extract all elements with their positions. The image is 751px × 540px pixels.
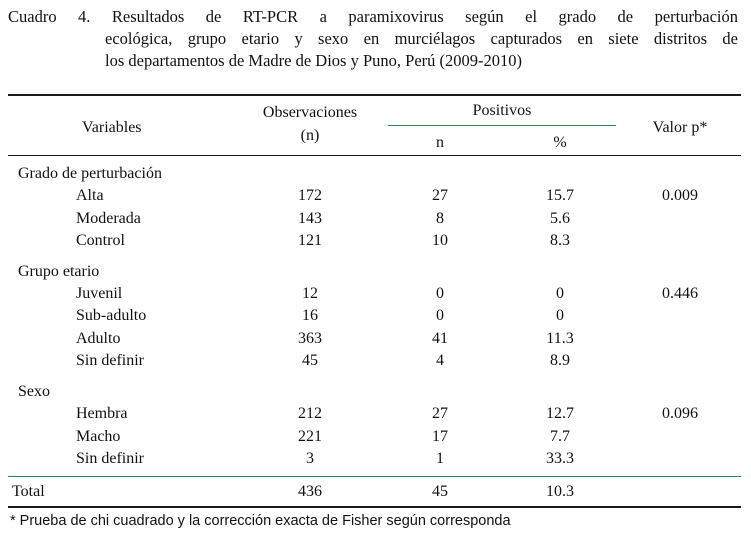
row-pct: 11.3 (546, 330, 574, 347)
caption-line-1: Cuadro 4. Resultados de RT-PCR a paramixovirus según el grado de perturbación (8, 7, 738, 26)
row-obs: 16 (302, 307, 318, 324)
row-obs: 221 (298, 428, 322, 445)
row-label: Hembra (76, 405, 128, 422)
caption-line-2: ecológica, grupo etario y sexo en murciélagos capturados en siete distritos de (105, 29, 738, 48)
row-obs: 212 (298, 405, 322, 422)
total-top-rule (8, 476, 741, 477)
row-pct: 33.3 (546, 450, 574, 467)
row-n: 0 (436, 285, 444, 302)
header-observaciones: Observaciones (262, 104, 358, 121)
row-n: 1 (436, 450, 444, 467)
row-label: Adulto (76, 330, 121, 347)
row-obs: 143 (298, 210, 322, 227)
header-valor-p: Valor p* (652, 119, 708, 136)
row-pct: 0 (556, 307, 564, 324)
positivos-rule (388, 125, 616, 126)
total-label: Total (12, 483, 45, 500)
header-variables: Variables (82, 119, 142, 136)
row-pct: 0 (556, 285, 564, 302)
row-label: Moderada (76, 210, 141, 227)
row-pct: 8.9 (550, 352, 570, 369)
row-obs: 12 (302, 285, 318, 302)
row-pct: 5.6 (550, 210, 570, 227)
row-pct: 12.7 (546, 405, 574, 422)
row-n: 0 (436, 307, 444, 324)
total-obs: 436 (298, 483, 322, 500)
row-n: 10 (432, 232, 448, 249)
row-pct: 7.7 (550, 428, 570, 445)
row-obs: 172 (298, 187, 322, 204)
header-n: n (436, 134, 444, 151)
row-pct: 15.7 (546, 187, 574, 204)
row-obs: 363 (298, 330, 322, 347)
row-obs: 121 (298, 232, 322, 249)
row-n: 27 (432, 405, 448, 422)
row-n: 41 (432, 330, 448, 347)
total-pct: 10.3 (546, 483, 574, 500)
table-top-rule (8, 94, 741, 96)
row-label: Sub-adulto (76, 307, 147, 324)
group-p-value: 0.009 (662, 187, 698, 204)
group-p-value: 0.446 (662, 285, 698, 302)
header-observaciones-n: (n) (300, 127, 320, 144)
group-title: Sexo (18, 383, 50, 400)
row-obs: 3 (306, 450, 314, 467)
row-label: Control (76, 232, 125, 249)
group-title: Grado de perturbación (18, 165, 162, 182)
caption-line-3: los departamentos de Madre de Dios y Puno, Perú (2009-2010) (105, 51, 523, 70)
row-n: 27 (432, 187, 448, 204)
row-label: Sin definir (76, 450, 144, 467)
header-pct: % (553, 134, 567, 151)
footnote: * Prueba de chi cuadrado y la corrección exacta de Fisher según corresponda (10, 513, 511, 529)
table-bottom-rule (8, 506, 741, 508)
header-positivos: Positivos (472, 102, 532, 119)
row-label: Sin definir (76, 352, 144, 369)
group-p-value: 0.096 (662, 405, 698, 422)
group-title: Grupo etario (18, 263, 100, 280)
table-caption (8, 6, 738, 72)
header-bottom-rule (8, 155, 741, 156)
row-label: Alta (76, 187, 104, 204)
total-n: 45 (432, 483, 448, 500)
row-label: Macho (76, 428, 121, 445)
row-n: 17 (432, 428, 448, 445)
row-n: 4 (436, 352, 444, 369)
row-label: Juvenil (76, 285, 123, 302)
row-pct: 8.3 (550, 232, 570, 249)
row-n: 8 (436, 210, 444, 227)
row-obs: 45 (302, 352, 318, 369)
